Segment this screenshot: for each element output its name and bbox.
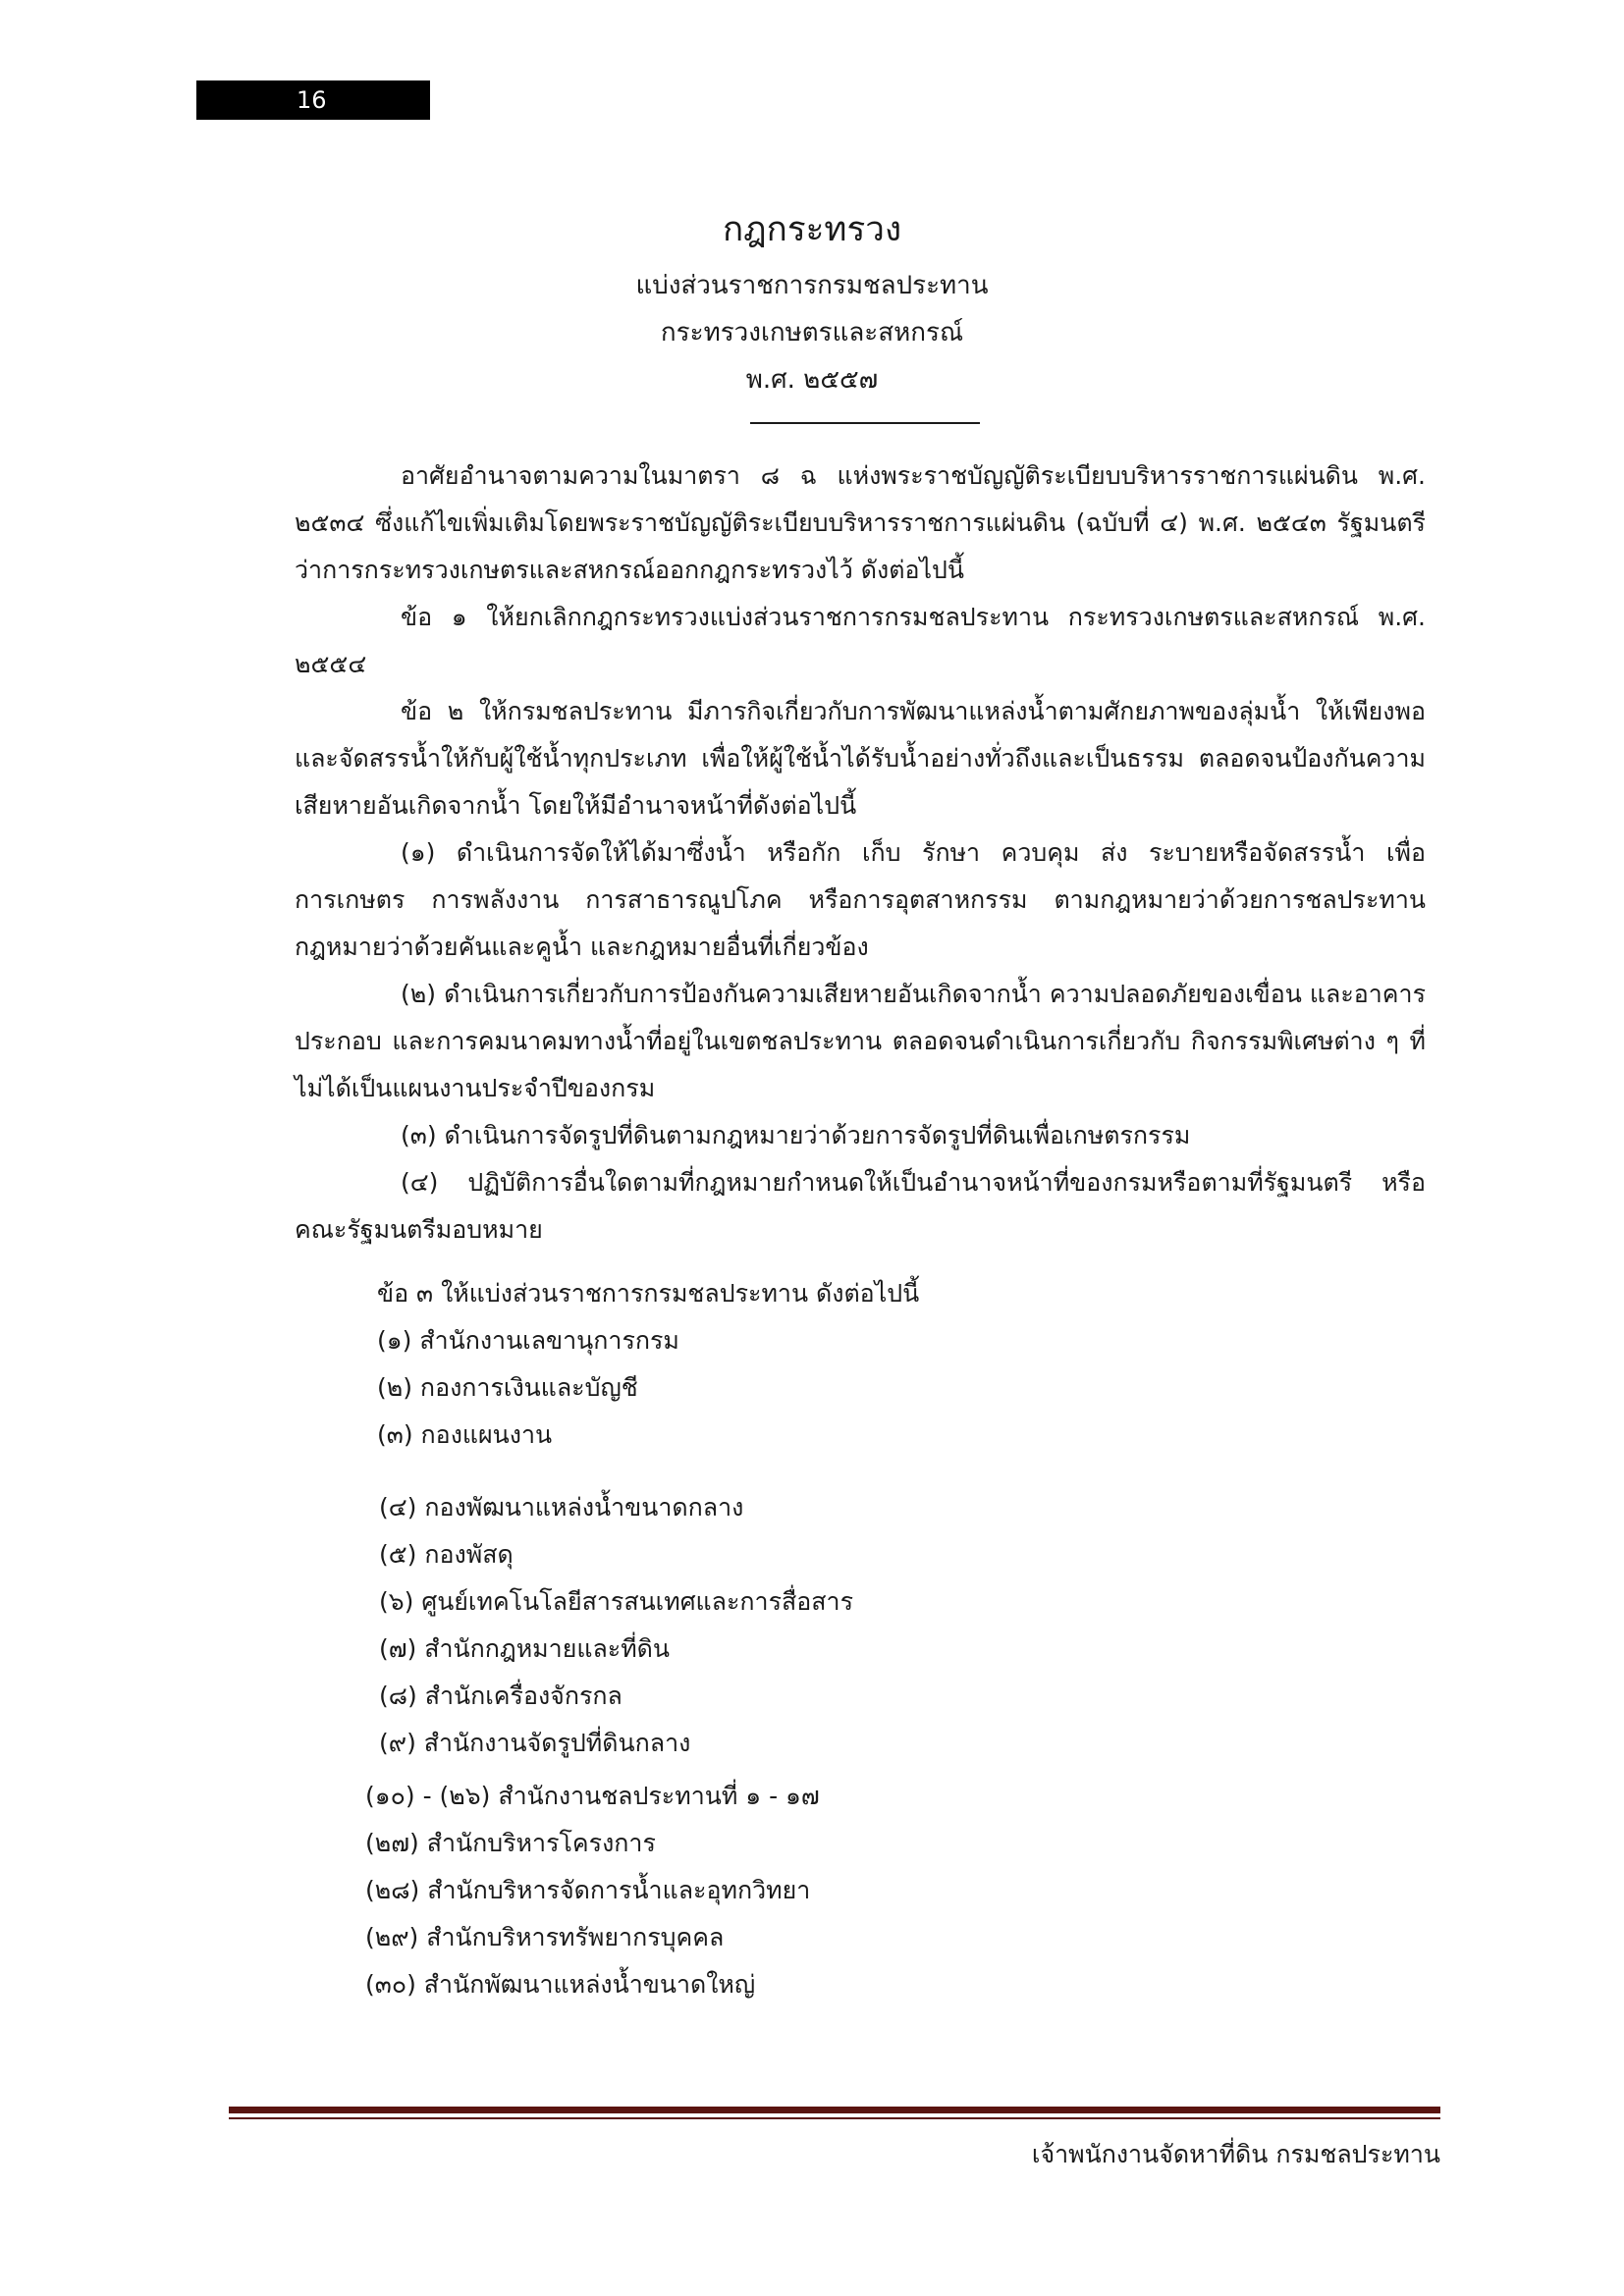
clause-2-item-3: (๓) ดำเนินการจัดรูปที่ดินตามกฎหมายว่าด้วยการจัดรูปที่ดินเพื่อเกษตรกรรม [401, 1121, 1191, 1149]
list-item: (๒๙) สำนักบริหารทรัพยากรบุคคล [365, 1923, 725, 1951]
clause-3-heading: ข้อ ๓ ให้แบ่งส่วนราชการกรมชลประทาน ดังต่อไปนี้ [377, 1279, 920, 1308]
document-year: พ.ศ. ๒๕๕๗ [745, 365, 879, 395]
list-item: (๘) สำนักเครื่องจักรกล [379, 1682, 623, 1710]
list-item: (๑) สำนักงานเลขานุการกรม [377, 1326, 679, 1355]
page-number-tab [196, 80, 430, 120]
list-item: (๒๗) สำนักบริหารโครงการ [365, 1829, 656, 1857]
division-list-part-2 [379, 1484, 853, 1767]
list-item: (๓) กองแผนงาน [377, 1420, 553, 1449]
list-item: (๖) ศูนย์เทคโนโลยีสารสนเทศและการสื่อสาร [379, 1587, 854, 1616]
list-item: (๑๐) - (๒๖) สำนักงานชลประทานที่ ๑ - ๑๗ [365, 1782, 820, 1810]
footer-rule [229, 2107, 1440, 2113]
footer-caption: เจ้าพนักงานจัดหาที่ดิน กรมชลประทาน [1031, 2140, 1440, 2168]
title-divider [750, 422, 980, 424]
document-title: กฎกระทรวง [722, 210, 902, 249]
list-item: (๒๘) สำนักบริหารจัดการน้ำและอุทกวิทยา [365, 1876, 811, 1904]
clause-2-item-1: (๑) ดำเนินการจัดให้ได้มาซึ่งน้ำ หรือกัก เก็บ รักษา ควบคุม ส่ง ระบายหรือจัดสรรน้ำ เพื่อการเกษตร การพลังงาน การสาธารณูปโภค หรือการอุตสาหกรรม ตามกฎหมายว่าด้วยการชลประทาน กฎหมายว่าด้วยคันและคูน้ำ และกฎหมายอื่นที่เกี่ยวข้อง [295, 838, 1426, 961]
document-body [295, 453, 1426, 1254]
list-item: (๔) กองพัฒนาแหล่งน้ำขนาดกลาง [379, 1493, 744, 1522]
division-list-part-3 [365, 1773, 820, 2008]
list-item: (๒) กองการเงินและบัญชี [377, 1373, 638, 1402]
page-number: 16 [297, 86, 327, 114]
document-subtitle-2: กระทรวงเกษตรและสหกรณ์ [660, 318, 964, 347]
clause-2-item-4: (๔) ปฏิบัติการอื่นใดตามที่กฎหมายกำหนดให้เป็นอำนาจหน้าที่ของกรมหรือตามที่รัฐมนตรี หรือคณะรัฐมนตรีมอบหมาย [295, 1168, 1426, 1244]
list-item: (๕) กองพัสดุ [379, 1540, 514, 1569]
footer-rule-thin [229, 2117, 1440, 2119]
list-item: (๓๐) สำนักพัฒนาแหล่งน้ำขนาดใหญ่ [365, 1970, 756, 1999]
preamble-paragraph: อาศัยอำนาจตามความในมาตรา ๘ ฉ แห่งพระราชบัญญัติระเบียบบริหารราชการแผ่นดิน พ.ศ. ๒๕๓๔ ซึ่งแก้ไขเพิ่มเติมโดยพระราชบัญญัติระเบียบบริหารราชการแผ่นดิน (ฉบับที่ ๔) พ.ศ. ๒๕๔๓ รัฐมนตรีว่าการกระทรวงเกษตรและสหกรณ์ออกกฎกระทรวงไว้ ดังต่อไปนี้ [295, 461, 1426, 584]
clause-1-paragraph: ข้อ ๑ ให้ยกเลิกกฎกระทรวงแบ่งส่วนราชการกรมชลประทาน กระทรวงเกษตรและสหกรณ์ พ.ศ. ๒๕๕๔ [295, 603, 1426, 678]
document-subtitle-1: แบ่งส่วนราชการกรมชลประทาน [635, 271, 989, 300]
clause-2-paragraph: ข้อ ๒ ให้กรมชลประทาน มีภารกิจเกี่ยวกับการพัฒนาแหล่งน้ำตามศักยภาพของลุ่มน้ำ ให้เพียงพอ และจัดสรรน้ำให้กับผู้ใช้น้ำทุกประเภท เพื่อให้ผู้ใช้น้ำได้รับน้ำอย่างทั่วถึงและเป็นธรรม ตลอดจนป้องกันความเสียหายอันเกิดจากน้ำ โดยให้มีอำนาจหน้าที่ดังต่อไปนี้ [295, 697, 1426, 820]
division-list-part-1 [377, 1270, 919, 1459]
list-item: (๗) สำนักกฎหมายและที่ดิน [379, 1634, 671, 1663]
clause-2-item-2: (๒) ดำเนินการเกี่ยวกับการป้องกันความเสียหายอันเกิดจากน้ำ ความปลอดภัยของเขื่อน และอาคารประกอบ และการคมนาคมทางน้ำที่อยู่ในเขตชลประทาน ตลอดจนดำเนินการเกี่ยวกับ กิจกรรมพิเศษต่าง ๆ ที่ไม่ได้เป็นแผนงานประจำปีของกรม [295, 980, 1426, 1102]
list-item: (๙) สำนักงานจัดรูปที่ดินกลาง [379, 1729, 691, 1757]
